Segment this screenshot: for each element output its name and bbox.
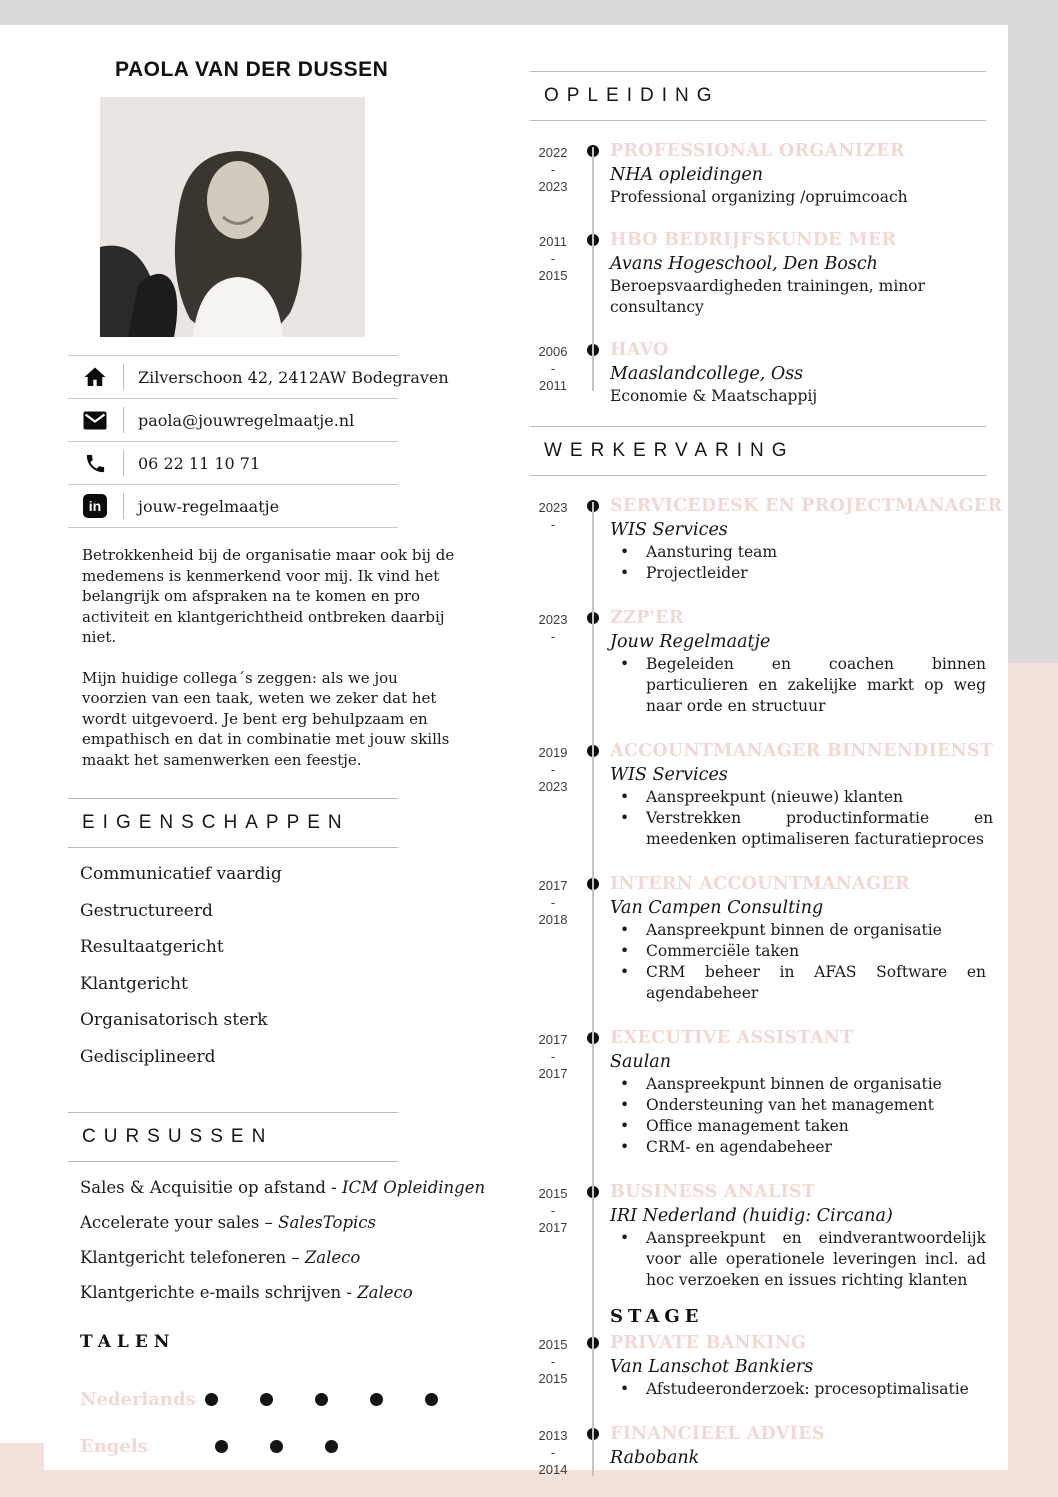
entry-dates: 2023 -	[538, 500, 568, 532]
contact-section	[68, 355, 449, 528]
talen-title: TALEN	[80, 1332, 176, 1352]
eigenschappen-title: EIGENSCHAPPEN	[82, 812, 350, 833]
opleiding-section	[530, 60, 986, 407]
course-item: Accelerate your sales – SalesTopics	[80, 1213, 377, 1232]
werkervaring-title: WERKERVARING	[544, 440, 795, 461]
profile-summary	[82, 545, 458, 790]
entry-dates: 2011 - 2015	[538, 234, 568, 283]
opleiding-title: OPLEIDING	[544, 85, 720, 106]
entry-bullet: • CRM beheer in AFAS Software en agendabeheer	[610, 962, 986, 1004]
entry-title: PROFESSIONAL ORGANIZER	[610, 141, 905, 161]
entry-organization: NHA opleidingen	[610, 165, 763, 185]
course-item: Klantgerichte e-mails schrijven - Zaleco	[80, 1283, 413, 1302]
entry-bullet: • Commerciële taken	[610, 941, 986, 962]
entry-organization: Avans Hogeschool, Den Bosch	[610, 254, 878, 274]
entry-dates: 2013 - 2014	[538, 1428, 568, 1477]
trait-item: Communicatief vaardig	[80, 864, 282, 884]
divider-line	[123, 407, 124, 433]
education-entry	[530, 338, 986, 407]
work-entry	[530, 872, 986, 1004]
page-title: PAOLA VAN DER DUSSEN	[115, 58, 389, 81]
contact-address: Zilverschoon 42, 2412AW Bodegraven	[138, 367, 449, 387]
trait-item: Gedisciplineerd	[80, 1046, 216, 1067]
profile-paragraph-2: Mijn huidige collega´s zeggen: als we jou voorzien van een taak, weten we zeker dat het wordt uitgevoerd. Je bent erg behulpzaam en empathisch en dat in combinatie met jouw skills maakt het samenwerken een feestje.	[82, 668, 450, 769]
right-pink-strip	[1008, 663, 1058, 1497]
entry-bullet: • Aanspreekpunt binnen de organisatie	[610, 1074, 986, 1095]
work-entry	[530, 1026, 986, 1158]
profile-paragraph-1: Betrokkenheid bij de organisatie maar ook bij de medemens is kenmerkend voor mij. Ik vind het belangrijk om afspraken na te komen en pro activiteit en klantgerichtheid ontbreken daarbij niet.	[82, 546, 455, 646]
education-entry	[530, 139, 986, 208]
timeline-line	[592, 502, 594, 1476]
divider-line	[68, 1112, 398, 1113]
entry-title: SERVICEDESK EN PROJECTMANAGER	[610, 496, 1003, 516]
divider-line	[68, 847, 398, 848]
language-level-dots	[215, 1440, 380, 1453]
divider-line	[123, 364, 124, 390]
entry-bullet: • Projectleider	[610, 563, 1002, 584]
profile-photo	[100, 97, 365, 337]
divider-line	[123, 450, 124, 476]
entry-title: INTERN ACCOUNTMANAGER	[610, 874, 910, 894]
home-icon	[80, 365, 110, 389]
talen-section	[80, 1332, 480, 1470]
eigenschappen-section	[68, 798, 398, 1083]
language-label: Engels	[80, 1436, 148, 1457]
divider-line	[68, 1161, 398, 1162]
divider-line	[68, 798, 398, 799]
entry-organization: Van Campen Consulting	[610, 898, 824, 918]
entry-dates: 2022 - 2023	[538, 145, 568, 194]
werkervaring-entries	[530, 476, 1003, 1478]
entry-title: EXECUTIVE ASSISTANT	[610, 1028, 854, 1048]
entry-organization: WIS Services	[610, 765, 728, 785]
language-row	[80, 1423, 480, 1470]
entry-bullet: • Ondersteuning van het management	[610, 1095, 986, 1116]
entry-bullet: • CRM- en agendabeheer	[610, 1137, 986, 1158]
entry-dates: 2017 - 2018	[538, 878, 568, 927]
entry-title: FINANCIEEL ADVIES	[610, 1424, 825, 1444]
contact-linkedin-row[interactable]	[68, 484, 398, 528]
contact-phone: 06 22 11 10 71	[138, 453, 261, 473]
language-level-dots	[205, 1393, 480, 1406]
opleiding-entries	[530, 121, 986, 407]
entry-bullet: • Aansturing team	[610, 542, 1002, 563]
entry-organization: Van Lanschot Bankiers	[610, 1357, 814, 1377]
cursussen-title: CURSUSSEN	[82, 1126, 274, 1147]
entry-title: HBO BEDRIJFSKUNDE MER	[610, 230, 897, 250]
internship-entry	[530, 1331, 986, 1400]
course-item: Klantgericht telefoneren – Zaleco	[80, 1248, 361, 1267]
bottom-left-pink-block	[0, 1443, 44, 1497]
course-provider: SalesTopics	[278, 1213, 377, 1232]
entry-organization: IRI Nederland (huidig: Circana)	[610, 1206, 893, 1226]
cursussen-section	[68, 1112, 486, 1318]
course-provider: Zaleco	[357, 1283, 413, 1302]
contact-email[interactable]: paola@jouwregelmaatje.nl	[138, 410, 355, 430]
email-icon	[80, 411, 110, 430]
entry-organization: Jouw Regelmaatje	[610, 632, 771, 652]
language-row	[80, 1376, 480, 1423]
trait-item: Klantgericht	[80, 973, 188, 994]
entry-bullet: • Afstudeeronderzoek: procesoptimalisatie	[610, 1379, 986, 1400]
portrait-illustration	[100, 97, 365, 337]
entry-title: HAVO	[610, 340, 669, 360]
course-provider: ICM Opleidingen	[342, 1178, 486, 1197]
phone-icon	[80, 452, 110, 475]
language-label: Nederlands	[80, 1389, 196, 1410]
divider-line	[123, 493, 124, 519]
entry-description: Beroepsvaardigheden trainingen, minor consultancy	[610, 277, 926, 316]
entry-title: PRIVATE BANKING	[610, 1333, 807, 1353]
contact-phone-row	[68, 441, 398, 484]
right-grey-strip	[1008, 0, 1058, 663]
work-entry	[530, 1180, 986, 1291]
werkervaring-section	[530, 426, 1003, 1478]
stage-title: STAGE	[610, 1306, 704, 1327]
internship-entry	[530, 1422, 986, 1478]
entry-dates: 2019 - 2023	[538, 745, 568, 794]
trait-item: Resultaatgericht	[80, 937, 224, 957]
entry-dates: 2006 - 2011	[538, 344, 568, 393]
entry-organization: Rabobank	[610, 1448, 700, 1468]
entry-title: ZZP'ER	[610, 608, 684, 628]
linkedin-icon: in	[80, 494, 110, 518]
entry-dates: 2017 - 2017	[538, 1032, 568, 1081]
entry-description: Professional organizing /opruimcoach	[610, 188, 908, 206]
entry-organization: Saulan	[610, 1052, 671, 1072]
timeline-line	[592, 147, 594, 391]
entry-organization: Maaslandcollege, Oss	[610, 364, 804, 384]
entry-bullet: • Begeleiden en coachen binnen particulieren en zakelijke markt op weg naar orde en structuur	[610, 654, 986, 717]
course-provider: Zaleco	[304, 1248, 361, 1267]
entry-dates: 2015 - 2017	[538, 1186, 568, 1235]
contact-linkedin[interactable]: jouw-regelmaatje	[138, 496, 280, 516]
trait-item: Gestructureerd	[80, 900, 213, 921]
contact-email-row[interactable]	[68, 398, 398, 441]
entry-bullet: • Aanspreekpunt binnen de organisatie	[610, 920, 986, 941]
top-grey-bar	[0, 0, 1058, 25]
trait-item: Organisatorisch sterk	[80, 1010, 268, 1030]
entry-bullet: • Aanspreekpunt en eindverantwoordelijk voor alle operationele leveringen incl. ad hoc verzoeken en issues richting klanten	[610, 1228, 986, 1291]
entry-bullet: • Aanspreekpunt (nieuwe) klanten	[610, 787, 993, 808]
entry-dates: 2023 -	[538, 612, 568, 644]
work-entry	[530, 494, 1003, 584]
contact-address-row	[68, 355, 449, 398]
entry-organization: WIS Services	[610, 520, 728, 540]
entry-title: BUSINESS ANALIST	[610, 1182, 816, 1202]
entry-bullet: • Verstrekken productinformatie en meedenken optimaliseren facturatieproces	[610, 808, 993, 850]
entry-dates: 2015 - 2015	[538, 1337, 568, 1386]
work-entry	[530, 739, 994, 850]
entry-title: ACCOUNTMANAGER BINNENDIENST	[610, 741, 994, 761]
education-entry	[530, 228, 986, 318]
course-item: Sales & Acquisitie op afstand - ICM Opleidingen	[80, 1178, 486, 1197]
work-entry	[530, 606, 986, 717]
entry-bullet: • Office management taken	[610, 1116, 986, 1137]
divider-line	[530, 71, 986, 72]
entry-description: Economie & Maatschappij	[610, 387, 818, 405]
divider-line	[530, 426, 986, 427]
